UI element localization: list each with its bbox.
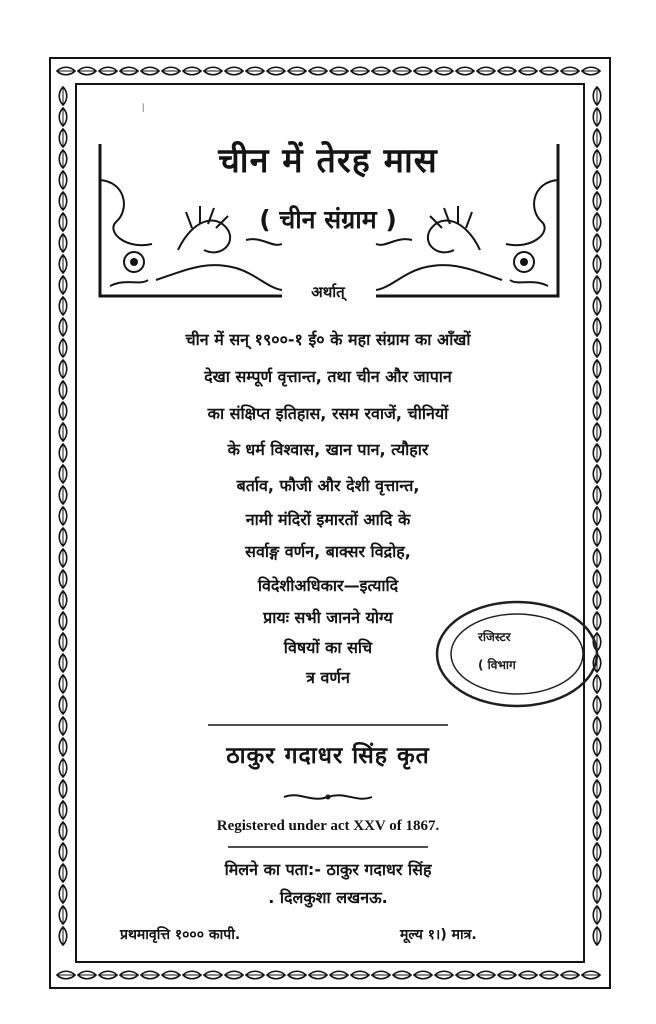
border-leaf [99,67,117,75]
border-leaf [78,67,96,75]
border-leaf [59,234,67,252]
border-leaf [519,67,537,75]
border-leaf [435,67,453,75]
border-leaf [435,971,453,979]
border-leaf [593,801,601,819]
border-leaf [267,67,285,75]
border-leaf [288,971,306,979]
border-leaf [519,971,537,979]
border-leaf [593,108,601,126]
publisher-address-line: मिलने का पता:- ठाकुर गदाधर सिंह [224,860,432,879]
book-title: चीन में तेरह मास [218,141,438,181]
border-leaf [59,801,67,819]
border-leaf [593,780,601,798]
border-leaf [456,67,474,75]
border-leaf [57,971,75,979]
border-leaf [372,971,390,979]
border-leaf [330,971,348,979]
border-leaf [59,255,67,273]
border-leaf [351,67,369,75]
edition-note: प्रथमावृत्ति १००० कापी. [120,927,241,943]
border-leaf [59,276,67,294]
border-leaf [141,67,159,75]
description-line: सर्वाङ्ग वर्णन, बाक्सर विद्रोह, [245,542,411,561]
author-line: ठाकुर गदाधर सिंह कृत [226,743,430,769]
border-leaf [393,971,411,979]
stamp-text: रजिस्टर [478,630,511,644]
description-line: देखा सम्पूर्ण वृत्तान्त, तथा चीन और जापान [204,367,452,386]
border-leaf [593,234,601,252]
stamp-text: ( विभाग [478,658,516,672]
border-leaf [288,67,306,75]
border-leaf [498,971,516,979]
border-leaf [120,971,138,979]
border-leaf [59,906,67,924]
connector-word: अर्थात् [311,283,345,301]
border-leaf [593,276,601,294]
separator-line [208,722,448,728]
border-leaf [162,971,180,979]
border-leaf [59,696,67,714]
border-leaf [330,67,348,75]
border-leaf [162,67,180,75]
border-leaf [267,971,285,979]
border-leaf [582,67,600,75]
publisher-address-line: . दिलकुशा लखनऊ. [268,888,388,907]
border-leaf [414,971,432,979]
border-leaf [593,297,601,315]
border-leaf [59,780,67,798]
border-leaf [393,67,411,75]
border-leaf [593,717,601,735]
border-leaf [225,971,243,979]
description-line: त्र वर्णन [306,668,350,687]
border-leaf [593,255,601,273]
description-line: के धर्म विश्वास, खान पान, त्यौहार [227,440,429,459]
border-leaf [309,67,327,75]
book-subtitle: ( चीन संग्राम ) [259,205,397,234]
registration-note: Registered under act XXV of 1867. [216,818,440,834]
border-leaf [59,927,67,945]
separator-line [228,844,428,850]
border-leaf [59,108,67,126]
description-line: चीन में सन् १९००-१ ई० के महा संग्राम का आँखों [185,330,471,349]
border-leaf [141,971,159,979]
border-leaf [78,971,96,979]
library-stamp-icon [432,594,602,714]
border-leaf [120,67,138,75]
border-leaf [99,971,117,979]
price-note: मूल्य १।) मात्र. [400,927,477,943]
border-leaf [561,67,579,75]
border-leaf [246,67,264,75]
border-leaf [498,67,516,75]
description-line: का संक्षिप्त इतिहास, रसम रवाजें, चीनियों [207,404,449,423]
border-leaf [59,297,67,315]
description-line: नामी मंदिरों इमारतों आदि के [245,510,411,529]
border-leaf [477,67,495,75]
border-leaf [309,971,327,979]
description-line: विदेशीअधिकार—इत्यादि [257,576,399,595]
border-leaf [593,906,601,924]
border-leaf [204,971,222,979]
border-leaf [477,971,495,979]
border-leaf [225,67,243,75]
border-leaf [372,67,390,75]
border-leaf [593,87,601,105]
border-leaf [59,717,67,735]
border-leaf [456,971,474,979]
border-leaf [540,67,558,75]
border-leaf [204,67,222,75]
border-leaf [540,971,558,979]
pencil-mark: । [140,100,146,116]
border-leaf [183,67,201,75]
description-line: बर्ताव, फौजी और देशी वृत्तान्त, [236,476,420,495]
border-leaf [593,927,601,945]
border-leaf [183,971,201,979]
border-leaf [59,87,67,105]
border-leaf [582,971,600,979]
scroll-divider-icon [280,790,376,804]
border-leaf [57,67,75,75]
border-leaf [246,971,264,979]
border-leaf [561,971,579,979]
description-line: विषयों का सचि [283,638,373,657]
description-line: प्रायः सभी जानने योग्य [263,608,393,627]
border-leaf [351,971,369,979]
border-leaf [414,67,432,75]
